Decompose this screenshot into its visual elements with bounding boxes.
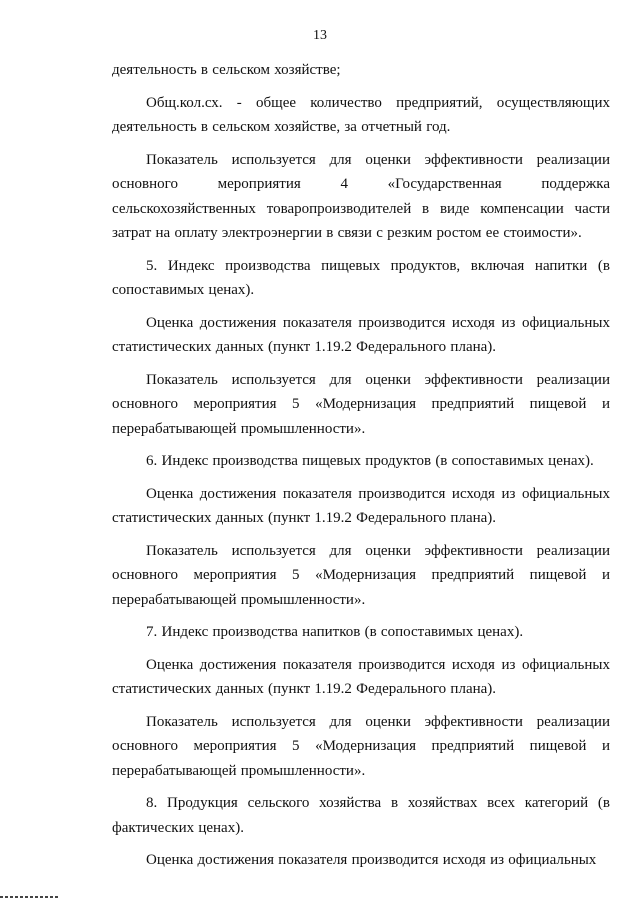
paragraph-item-5-heading: 5. Индекс производства пищевых продуктов, включая напитки (в сопоставимых ценах). — [112, 257, 610, 298]
paragraph-item-8-heading: 8. Продукция сельского хозяйства в хозяйствах всех категорий (в фактических ценах). — [112, 795, 610, 836]
paragraph-item-5-assessment: Оценка достижения показателя производится исходя из официальных статистических данных (пункт 1.19.2 Федерального плана). — [112, 314, 610, 355]
paragraph-item-6-usage: Показатель используется для оценки эффективности реализации основного мероприятия 5 «Модернизация предприятий пищевой и перерабатывающей промышленности». — [112, 542, 610, 608]
paragraph-item-7-usage: Показатель используется для оценки эффективности реализации основного мероприятия 5 «Модернизация предприятий пищевой и перерабатывающей промышленности». — [112, 713, 610, 779]
paragraph-item-8-assessment: Оценка достижения показателя производится исходя из официальных — [146, 852, 597, 868]
paragraph-continuation: деятельность в сельском хозяйстве; — [112, 62, 341, 78]
paragraph-indicator-usage-4: Показатель используется для оценки эффективности реализации основного мероприятия 4 «Государственная поддержка сельскохозяйственных товаропроизводителей в виде компенсации части затрат на оплату электроэнергии в связи с резким ростом ее стоимости». — [112, 151, 610, 241]
document-body — [112, 58, 610, 881]
paragraph-item-7-heading: 7. Индекс производства напитков (в сопоставимых ценах). — [146, 624, 524, 640]
paragraph-definition: Общ.кол.сх. - общее количество предприятий, осуществляющих деятельность в сельском хозяйстве, за отчетный год. — [112, 94, 610, 135]
paragraph-item-6-assessment: Оценка достижения показателя производится исходя из официальных статистических данных (пункт 1.19.2 Федерального плана). — [112, 485, 610, 526]
paragraph-item-5-usage: Показатель используется для оценки эффективности реализации основного мероприятия 5 «Модернизация предприятий пищевой и перерабатывающей промышленности». — [112, 371, 610, 437]
page-edge-mark — [0, 896, 60, 898]
page-number: 13 — [313, 28, 327, 43]
paragraph-item-6-heading: 6. Индекс производства пищевых продуктов (в сопоставимых ценах). — [146, 453, 594, 469]
paragraph-item-7-assessment: Оценка достижения показателя производится исходя из официальных статистических данных (пункт 1.19.2 Федерального плана). — [112, 656, 610, 697]
